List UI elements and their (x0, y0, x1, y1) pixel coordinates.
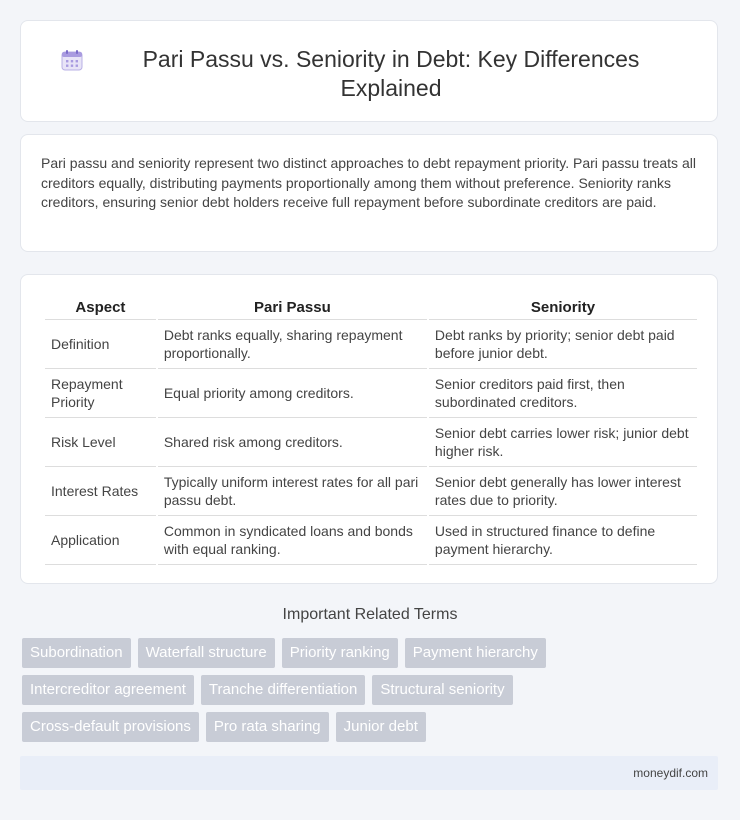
table-cell-aspect: Interest Rates (45, 467, 156, 516)
title-wrap (21, 21, 717, 103)
comparison-card (20, 274, 718, 584)
table-row (45, 467, 697, 516)
table-row (45, 320, 697, 369)
table-cell-aspect: Risk Level (45, 418, 156, 467)
tag-tranche-differentiation[interactable]: Tranche differentiation (201, 675, 365, 705)
related-terms-list (22, 638, 622, 749)
tag-row (22, 638, 622, 668)
page-title: Pari Passu vs. Seniority in Debt: Key Differences Explained (142, 46, 640, 101)
table-cell-pari-passu: Common in syndicated loans and bonds with equal ranking. (158, 516, 427, 565)
table-row (45, 516, 697, 565)
table-row (45, 418, 697, 467)
tag-junior-debt[interactable]: Junior debt (336, 712, 426, 742)
intro-text: Pari passu and seniority represent two distinct approaches to debt repayment priority. Pari passu treats all creditors equally, distributing payments proportionally among them without preference. Seniority ranks creditors, ensuring senior debt holders receive full repayment before subordinate creditors are paid. (41, 155, 696, 210)
tag-intercreditor-agreement[interactable]: Intercreditor agreement (22, 675, 194, 705)
tag-row (22, 712, 622, 742)
tag-pro-rata-sharing[interactable]: Pro rata sharing (206, 712, 329, 742)
table-cell-aspect: Repayment Priority (45, 369, 156, 418)
tag-subordination[interactable]: Subordination (22, 638, 131, 668)
tag-cross-default-provisions[interactable]: Cross-default provisions (22, 712, 199, 742)
footer (20, 756, 718, 790)
table-cell-pari-passu: Equal priority among creditors. (158, 369, 427, 418)
header-aspect: Aspect (45, 295, 156, 320)
table-cell-aspect: Definition (45, 320, 156, 369)
header-seniority: Seniority (429, 295, 697, 320)
table-cell-seniority: Senior debt generally has lower interest rates due to priority. (429, 467, 697, 516)
tag-structural-seniority[interactable]: Structural seniority (372, 675, 512, 705)
title-card (20, 20, 718, 122)
related-terms-title: Important Related Terms (282, 606, 458, 623)
tag-priority-ranking[interactable]: Priority ranking (282, 638, 398, 668)
comparison-table (43, 295, 699, 565)
table-cell-pari-passu: Typically uniform interest rates for all pari passu debt. (158, 467, 427, 516)
table-cell-seniority: Senior creditors paid first, then subordinated creditors. (429, 369, 697, 418)
header-pari-passu: Pari Passu (158, 295, 427, 320)
table-cell-seniority: Debt ranks by priority; senior debt paid before junior debt. (429, 320, 697, 369)
footer-site[interactable]: moneydif.com (633, 766, 708, 780)
table-cell-seniority: Senior debt carries lower risk; junior debt higher risk. (429, 418, 697, 467)
table-row (45, 369, 697, 418)
table-cell-pari-passu: Debt ranks equally, sharing repayment proportionally. (158, 320, 427, 369)
tag-waterfall-structure[interactable]: Waterfall structure (138, 638, 275, 668)
tag-row (22, 675, 622, 705)
intro-card (20, 134, 718, 252)
table-cell-pari-passu: Shared risk among creditors. (158, 418, 427, 467)
table-cell-aspect: Application (45, 516, 156, 565)
table-header-row (45, 295, 697, 320)
table-cell-seniority: Used in structured finance to define payment hierarchy. (429, 516, 697, 565)
tag-payment-hierarchy[interactable]: Payment hierarchy (405, 638, 546, 668)
calendar-icon (61, 49, 83, 71)
